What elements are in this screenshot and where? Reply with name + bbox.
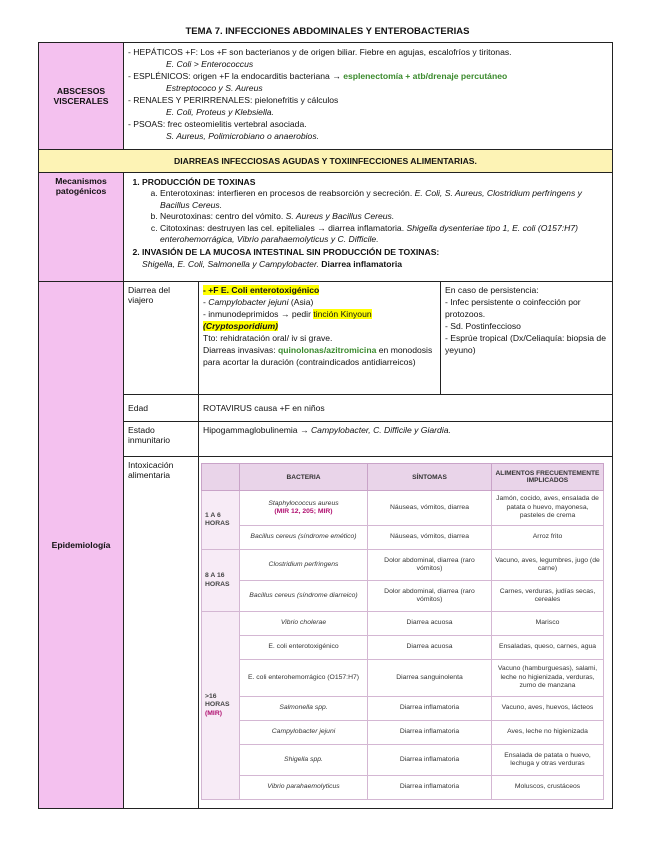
- table-row: [202, 697, 604, 721]
- mecanismo-invasion: [142, 246, 608, 270]
- table-row: [202, 491, 604, 526]
- abscesos-row: [39, 43, 613, 150]
- table-row: [202, 745, 604, 776]
- bacteria-cell: [240, 491, 368, 526]
- alimentos-cell: Vacuno, aves, legumbres, jugo (de carne): [492, 550, 604, 581]
- etec-highlight: - +F E. Coli enterotoxigénico: [203, 285, 320, 295]
- tox-header-alimentos: ALIMENTOS FRECUENTEMENTE IMPLICADOS: [492, 464, 604, 491]
- hipogamma-text: Hipogammaglobulinemia →: [203, 425, 309, 435]
- table-row: [202, 612, 604, 636]
- group-16-label: >16 HORAS: [205, 692, 230, 709]
- bacteria-cell: Bacillus cereus (síndrome emético): [240, 526, 368, 550]
- viajero-left: [199, 282, 441, 394]
- summary-table: [38, 42, 613, 809]
- sintomas-cell: Diarrea inflamatoria: [368, 745, 492, 776]
- hipogamma-organisms: Campylobacter, C. Difficile y Giardia.: [310, 425, 451, 435]
- enterotoxinas-text: Enterotoxinas: interfieren en procesos de reabsorción y secreción.: [160, 188, 413, 198]
- estado-content: [199, 422, 613, 457]
- enterotoxinas-item: [160, 188, 608, 211]
- epidemiologia-label: Epidemiología: [39, 282, 124, 809]
- estado-label: Estado inmunitario: [124, 422, 199, 457]
- mecanismos-content: [124, 173, 613, 282]
- intox-row: [39, 457, 613, 809]
- viajero-tratamiento: Tto: rehidratación oral/ iv si grave.: [203, 333, 333, 343]
- persistencia-infeccion: - Infec persistente o coinfección por protozoos.: [445, 297, 581, 319]
- sintomas-cell: Diarrea inflamatoria: [368, 697, 492, 721]
- renales-organisms: E. Coli, Proteus y Klebsiella.: [166, 107, 274, 117]
- sintomas-cell: Diarrea acuosa: [368, 612, 492, 636]
- mecanismo-toxinas-title: PRODUCCIÓN DE TOXINAS: [142, 177, 256, 187]
- alimentos-cell: Jamón, cocido, aves, ensalada de patata o huevo, mayonesa, pasteles de crema: [492, 491, 604, 526]
- inmunodeprimidos-text: - inmunodeprimidos → pedir: [203, 309, 311, 319]
- bacteria-cell: Shigella spp.: [240, 745, 368, 776]
- alimentos-cell: Ensaladas, queso, carnes, agua: [492, 636, 604, 660]
- invasivas-antibiotics: quinolonas/azitromicina: [277, 345, 377, 355]
- viajero-etec: [203, 284, 436, 296]
- citotoxinas-text: Citotoxinas: destruyen las cel. epiteliales → diarrea inflamatoria.: [160, 222, 405, 233]
- invasivas-label: Diarreas invasivas:: [203, 345, 276, 355]
- toxinas-sublist: [142, 188, 608, 246]
- citotoxinas-item: [160, 223, 608, 246]
- group-16-mir: (MIR): [205, 709, 222, 717]
- bacteria-cell: E. coli enterotoxigénico: [240, 636, 368, 660]
- hepaticos-organisms: E. Coli > Enterococcus: [166, 59, 254, 69]
- bacteria-cell: E. coli enterohemorrágico (O157:H7): [240, 660, 368, 697]
- viajero-inmunodeprimidos: [203, 308, 436, 332]
- viajero-row: [39, 282, 613, 395]
- abscesos-label: ABSCESOS VISCERALES: [39, 43, 124, 150]
- bacteria-cell: Bacillus cereus (síndrome diarreico): [240, 581, 368, 612]
- esplenicos-organisms: Estreptococo y S. Aureus: [166, 83, 263, 93]
- neurotoxinas-text: Neurotoxinas: centro del vómito.: [160, 211, 284, 221]
- mecanismo-toxinas: [142, 176, 608, 246]
- alimentos-cell: Moluscos, crustáceos: [492, 776, 604, 800]
- alimentos-cell: Carnes, verduras, judías secas, cereales: [492, 581, 604, 612]
- intoxicacion-table: [201, 463, 604, 800]
- estado-row: [39, 422, 613, 457]
- esplenicos-line: [128, 70, 608, 82]
- invasion-result: Diarrea inflamatoria: [321, 258, 402, 269]
- viajero-campylobacter: - Campylobacter jejuni (Asia): [203, 297, 314, 307]
- invasion-organisms: Shigella, E. Coli, Salmonella y Campylobacter.: [142, 258, 319, 269]
- bacteria-cell: Vibrio cholerae: [240, 612, 368, 636]
- alimentos-cell: Vacuno (hamburguesas), salami, leche no higienizada, verduras, zumo de manzana: [492, 660, 604, 697]
- cryptosporidium-highlight: (Cryptosporidium): [203, 321, 278, 331]
- group-1-6-hours: 1 A 6 HORAS: [202, 491, 240, 550]
- intox-label: Intoxicación alimentaria: [124, 457, 199, 809]
- campylobacter-region: (Asia): [290, 297, 314, 307]
- invasivas-detail: en monodosis para acortar la duración (contraindicados antidiarreicos): [203, 345, 433, 367]
- sintomas-cell: Diarrea sanguinolenta: [368, 660, 492, 697]
- tox-header-sintomas: SÍNTOMAS: [368, 464, 492, 491]
- table-row: [202, 526, 604, 550]
- mecanismos-list: [128, 176, 608, 270]
- tox-header-bacteria: BACTERIA: [240, 464, 368, 491]
- bacteria-cell: Clostridium perfringens: [240, 550, 368, 581]
- persistencia-title: En caso de persistencia:: [445, 285, 539, 295]
- viajero-content: [199, 282, 613, 395]
- citotoxinas-organisms: Shigella dysenteriae tipo 1, E. coli (O157:H7) enterohemorrágica, Vibrio parahaemolyticus y C. Difficile.: [160, 222, 578, 244]
- mecanismos-label: Mecanismos patogénicos: [39, 173, 124, 282]
- persistencia-esprue: - Esprúe tropical (Dx/Celiaquía: biopsia de yeyuno): [445, 333, 606, 355]
- edad-row: [39, 395, 613, 422]
- campylobacter-name: Campylobacter jejuni: [208, 297, 289, 307]
- edad-content: ROTAVIRUS causa +F en niños: [199, 395, 613, 422]
- bacteria-cell: Vibrio parahaemolyticus: [240, 776, 368, 800]
- sintomas-cell: Diarrea acuosa: [368, 636, 492, 660]
- sintomas-cell: Diarrea inflamatoria: [368, 721, 492, 745]
- bacteria-cell: Salmonella spp.: [240, 697, 368, 721]
- tox-header-row: [202, 464, 604, 491]
- sintomas-cell: Dolor abdominal, diarrea (raro vómitos): [368, 581, 492, 612]
- sintomas-cell: Dolor abdominal, diarrea (raro vómitos): [368, 550, 492, 581]
- viajero-right: [441, 282, 612, 394]
- persistencia-postinfeccioso: - Sd. Postinfeccioso: [445, 321, 521, 331]
- table-row: [202, 581, 604, 612]
- neurotoxinas-organisms: S. Aureus y Bacillus Cereus.: [285, 211, 395, 221]
- neurotoxinas-item: [160, 211, 608, 223]
- invasion-detail: [142, 258, 608, 270]
- viajero-grid: [199, 282, 612, 394]
- page-title: TEMA 7. INFECCIONES ABDOMINALES Y ENTEROBACTERIAS: [185, 26, 470, 37]
- sintomas-cell: Náuseas, vómitos, diarrea: [368, 491, 492, 526]
- staph-name: Staphylococcus aureus: [268, 499, 339, 507]
- kinyoun-highlight: tinción Kinyoun: [313, 309, 372, 319]
- table-row: [202, 550, 604, 581]
- viajero-label: Diarrea del viajero: [124, 282, 199, 395]
- enterotoxinas-organisms: E. Coli, S. Aureus, Clostridium perfringens y Bacillus Cereus.: [160, 188, 582, 210]
- alimentos-cell: Marisco: [492, 612, 604, 636]
- diarreas-header: DIARREAS INFECCIOSAS AGUDAS Y TOXIINFECCIONES ALIMENTARIAS.: [39, 150, 613, 173]
- table-row: [202, 636, 604, 660]
- mecanismos-row: [39, 173, 613, 282]
- hepaticos-line: - HEPÁTICOS +F: Los +F son bacterianos y de origen biliar. Fiebre en agujas, escalofríos y tiritonas.: [128, 47, 512, 57]
- alimentos-cell: Arroz frito: [492, 526, 604, 550]
- group-16-hours: [202, 612, 240, 800]
- sintomas-cell: Diarrea inflamatoria: [368, 776, 492, 800]
- viajero-invasivas: [203, 344, 436, 368]
- edad-label: Edad: [124, 395, 199, 422]
- staph-mir: (MIR 12, 205; MIR): [274, 508, 333, 515]
- alimentos-cell: Aves, leche no higienizada: [492, 721, 604, 745]
- alimentos-cell: Vacuno, aves, huevos, lácteos: [492, 697, 604, 721]
- table-row: [202, 721, 604, 745]
- table-row: [202, 776, 604, 800]
- bacteria-cell: Campylobacter jejuni: [240, 721, 368, 745]
- intox-content: [199, 457, 613, 809]
- group-8-16-hours: 8 A 16 HORAS: [202, 550, 240, 612]
- diarreas-header-row: [39, 150, 613, 173]
- psoas-line: - PSOAS: frec osteomielitis vertebral asociada.: [128, 119, 307, 129]
- table-row: [202, 660, 604, 697]
- esplenicos-text: - ESPLÉNICOS: origen +F la endocarditis bacteriana →: [128, 71, 341, 81]
- psoas-organisms: S. Aureus, Polimicrobiano o anaerobios.: [166, 131, 320, 141]
- renales-line: - RENALES Y PERIRRENALES: pielonefritis y cálculos: [128, 95, 339, 105]
- abscesos-content: [124, 43, 613, 150]
- esplenicos-treatment: esplenectomía + atb/drenaje percutáneo: [343, 71, 508, 81]
- alimentos-cell: Ensalada de patata o huevo, lechuga y otras verduras: [492, 745, 604, 776]
- tox-header-hours: [202, 464, 240, 491]
- sintomas-cell: Náuseas, vómitos, diarrea: [368, 526, 492, 550]
- mecanismo-invasion-title: INVASIÓN DE LA MUCOSA INTESTINAL SIN PRODUCCIÓN DE TOXINAS:: [142, 246, 440, 257]
